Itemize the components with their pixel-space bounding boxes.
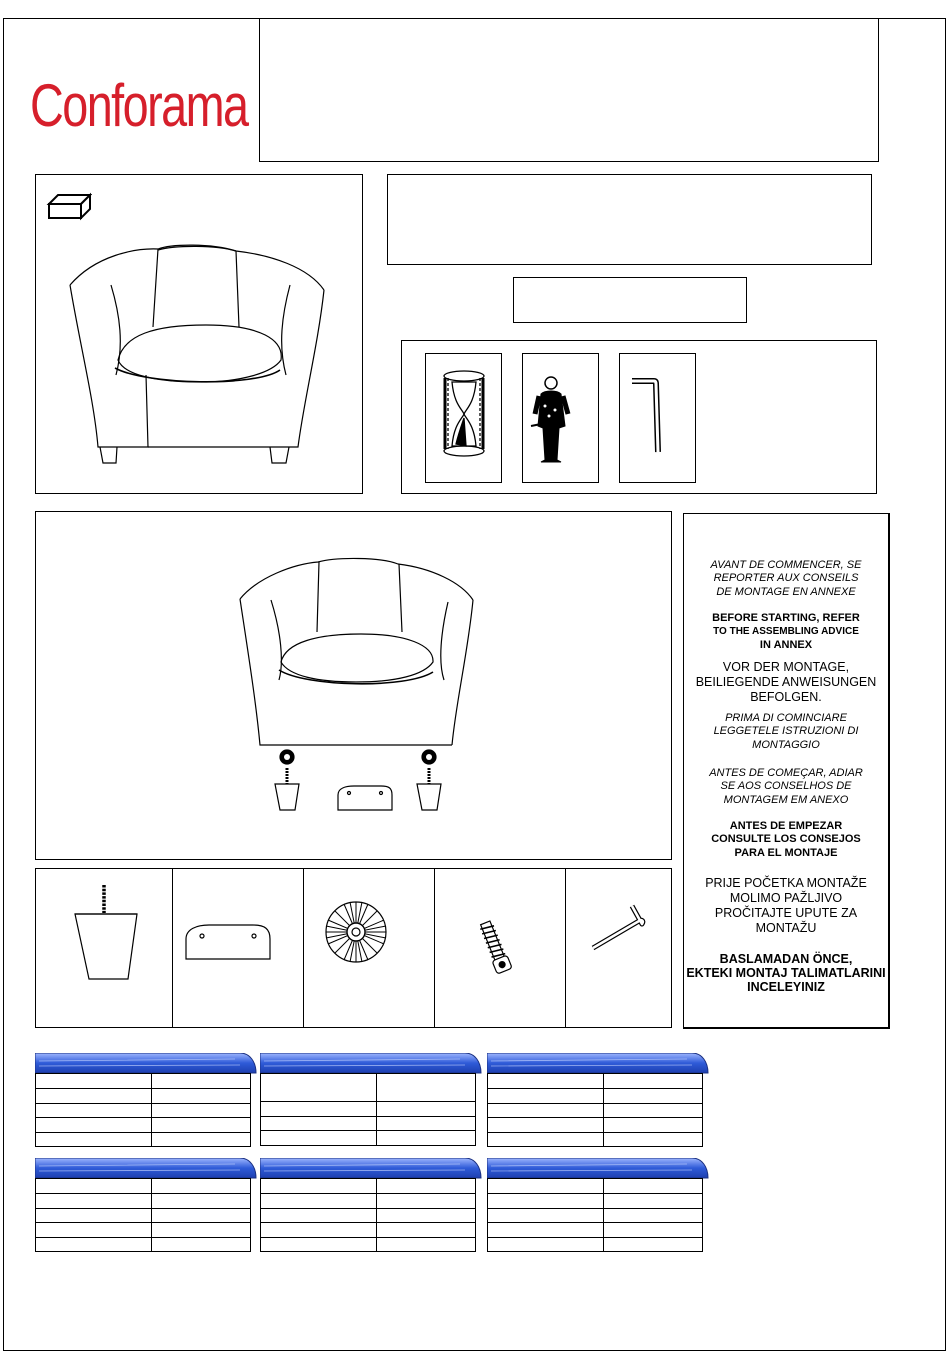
persons-requirement [522,353,599,483]
table-row [488,1223,703,1238]
table-cell [488,1238,604,1252]
table-cell [377,1074,476,1102]
table-cell [488,1194,604,1209]
parts-strip [35,868,672,1028]
table-cell [261,1194,377,1209]
table-cell [36,1104,152,1118]
table-cell [152,1074,251,1089]
table-cell [36,1118,152,1133]
table-cell [261,1223,377,1238]
advice-hr: PRIJE POČETKA MONTAŽE MOLIMO PAŽLJIVO PROČITAJTE UPUTE ZA MONTAŽU [705,876,867,935]
table-cell [36,1133,152,1147]
table-cell [604,1104,703,1118]
product-title-box [259,18,879,162]
table-header-band [35,1158,257,1179]
table-cell [36,1089,152,1104]
armchair-illustration [36,175,364,495]
table-row [261,1131,476,1146]
advice-de: VOR DER MONTAGE, BEILIEGENDE ANWEISUNGEN BEFOLGEN. [695,660,877,704]
table-row [488,1238,703,1252]
table-row [261,1194,476,1209]
advice-tr: BASLAMADAN ÖNCE, EKTEKI MONTAJ TALIMATLARINI INCELEYINIZ [686,952,886,994]
table-row [36,1194,251,1209]
table-cell [261,1117,377,1131]
table-row [488,1179,703,1194]
table-row [36,1089,251,1104]
table-grid [260,1073,476,1146]
package-table [260,1053,482,1155]
package-table [487,1158,709,1260]
glide-washer-icon [304,869,435,1027]
table-cell [488,1089,604,1104]
table-header-band [487,1053,709,1074]
table-cell [261,1209,377,1223]
table-cell [604,1209,703,1223]
table-cell [152,1209,251,1223]
reference-box [387,174,872,265]
table-cell [152,1104,251,1118]
part-cell-glide-washer [304,869,435,1027]
table-cell [36,1194,152,1209]
table-row [261,1179,476,1194]
table-row [36,1074,251,1089]
hourglass-icon [426,354,503,484]
part-cell-allen-key [566,869,671,1027]
table-cell [261,1179,377,1194]
table-row [488,1074,703,1089]
brand-logo: Conforama [30,72,248,139]
table-cell [488,1133,604,1147]
allen-key-part-icon [566,869,671,1027]
table-cell [36,1179,152,1194]
time-requirement [425,353,502,483]
table-row [488,1089,703,1104]
table-cell [36,1074,152,1089]
table-cell [377,1238,476,1252]
one-person-icon [523,354,600,484]
table-row [488,1133,703,1147]
table-cell [377,1131,476,1146]
table-cell [604,1089,703,1104]
support-block-icon [173,869,304,1027]
table-cell [604,1238,703,1252]
table-cell [488,1104,604,1118]
table-cell [152,1223,251,1238]
table-cell [36,1238,152,1252]
table-grid [260,1178,476,1252]
table-grid [35,1073,251,1147]
table-row [36,1223,251,1238]
table-cell [261,1238,377,1252]
table-row [261,1117,476,1131]
table-cell [261,1074,377,1102]
table-header-band [35,1053,257,1074]
table-cell [488,1209,604,1223]
table-cell [152,1238,251,1252]
table-cell [377,1179,476,1194]
table-cell [604,1133,703,1147]
allen-key-icon [620,354,697,484]
table-cell [488,1118,604,1133]
table-grid [35,1178,251,1252]
table-cell [261,1102,377,1117]
advice-en: BEFORE STARTING, REFER TO THE ASSEMBLING ADVICE IN ANNEX [712,612,860,651]
table-cell [604,1179,703,1194]
table-cell [377,1194,476,1209]
bolt-icon [435,869,566,1027]
table-header-band [260,1053,482,1074]
code-box [513,277,747,323]
table-cell [604,1223,703,1238]
table-grid [487,1178,703,1252]
part-cell-wooden-leg [36,869,173,1027]
table-cell [488,1074,604,1089]
package-table [35,1158,257,1260]
table-cell [152,1179,251,1194]
table-row [488,1104,703,1118]
table-row [36,1209,251,1223]
table-cell [152,1118,251,1133]
table-cell [152,1194,251,1209]
table-cell [604,1118,703,1133]
table-row [488,1209,703,1223]
table-row [261,1238,476,1252]
table-cell [488,1223,604,1238]
advice-it: PRIMA DI COMINCIARE LEGGETELE ISTRUZIONI DI MONTAGGIO [713,712,859,751]
table-row [36,1179,251,1194]
assembly-advice-panel [683,513,890,1029]
package-table [487,1053,709,1155]
tool-requirement [619,353,696,483]
table-header-band [260,1158,482,1179]
table-row [261,1223,476,1238]
product-illustration-box [35,174,363,494]
table-cell [604,1194,703,1209]
advice-es: ANTES DE EMPEZAR CONSULTE LOS CONSEJOS PARA EL MONTAJE [711,820,861,859]
table-cell [488,1179,604,1194]
table-cell [377,1102,476,1117]
table-cell [152,1089,251,1104]
table-row [261,1074,476,1102]
advice-fr: AVANT DE COMMENCER, SE REPORTER AUX CONSEILS DE MONTAGE EN ANNEXE [710,559,862,598]
table-row [36,1238,251,1252]
advice-pt: ANTES DE COMEÇAR, ADIAR SE AOS CONSELHOS DE MONTAGEM EM ANEXO [709,767,863,806]
part-cell-bolt [435,869,566,1027]
requirements-box [401,340,877,494]
table-cell [377,1209,476,1223]
table-grid [487,1073,703,1147]
package-table [35,1053,257,1155]
table-row [261,1102,476,1117]
table-cell [604,1074,703,1089]
table-row [36,1118,251,1133]
table-row [488,1118,703,1133]
table-cell [36,1209,152,1223]
part-cell-center-block [173,869,304,1027]
table-row [488,1194,703,1209]
table-cell [152,1133,251,1147]
table-row [36,1104,251,1118]
table-header-band [487,1158,709,1179]
wooden-leg-icon [36,869,173,1027]
table-row [261,1209,476,1223]
table-cell [261,1131,377,1146]
table-row [36,1133,251,1147]
package-table [260,1158,482,1260]
table-cell [377,1117,476,1131]
assembly-diagram-box [35,511,672,860]
table-cell [36,1223,152,1238]
armchair-exploded-view [36,512,673,861]
table-cell [377,1223,476,1238]
